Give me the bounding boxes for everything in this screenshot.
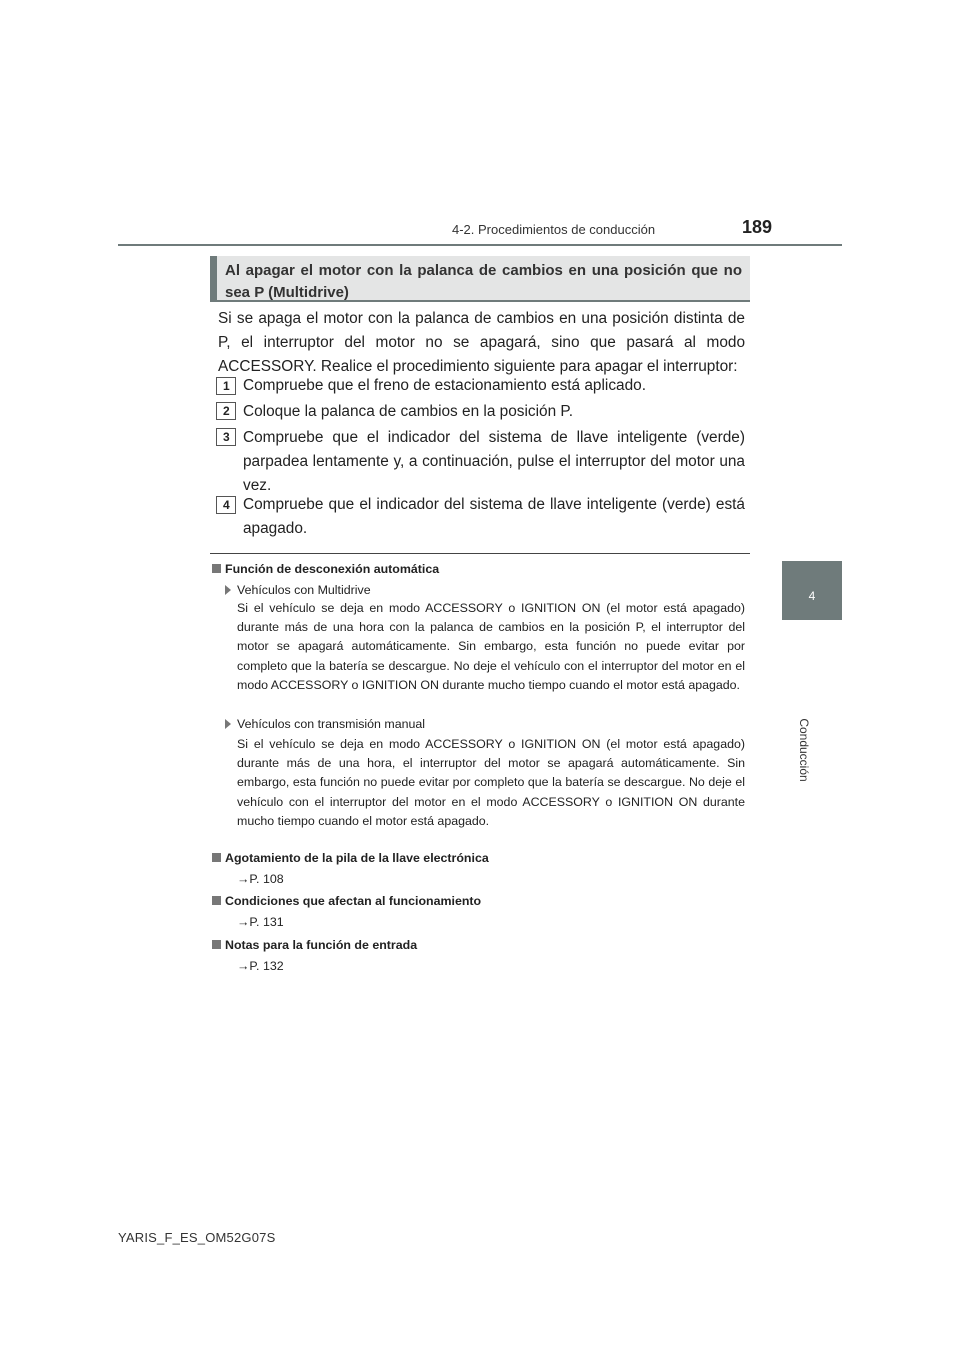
- page-reference-link[interactable]: →P. 132: [237, 959, 284, 973]
- square-bullet-icon: [212, 564, 221, 573]
- document-code: YARIS_F_ES_OM52G07S: [118, 1230, 276, 1245]
- step-number-box: 3: [216, 428, 236, 446]
- note-heading-battery: Agotamiento de la pila de la llave electrónica: [212, 851, 489, 865]
- square-bullet-icon: [212, 940, 221, 949]
- step-text: Compruebe que el freno de estacionamiento está aplicado.: [243, 377, 646, 394]
- section-title-box: [210, 256, 750, 302]
- step-text: Coloque la palanca de cambios en la posición P.: [243, 403, 573, 420]
- triangle-bullet-icon: [225, 585, 231, 595]
- header-divider: [118, 244, 842, 246]
- step-number-box: 2: [216, 402, 236, 420]
- triangle-bullet-icon: [225, 719, 231, 729]
- chapter-label: [796, 700, 812, 800]
- note-paragraph-multidrive: Si el vehículo se deja en modo ACCESSORY o IGNITION ON (el motor está apagado) durante más de una hora con la palanca de cambios en la posición P, el interruptor del motor se apagará automáticamente. Sin embargo, esta función no puede evitar por completo que la batería se descargue. No deje el vehículo con el interruptor del motor en el modo ACCESSORY o IGNITION ON durante mucho tiempo cuando el motor está apagado.: [237, 601, 745, 692]
- chapter-number: 4: [808, 589, 816, 603]
- note-heading-entry: Notas para la función de entrada: [212, 938, 417, 952]
- header-section-title: 4-2. Procedimientos de conducción: [452, 222, 656, 237]
- square-bullet-icon: [212, 853, 221, 862]
- sub-heading-multidrive: Vehículos con Multidrive: [225, 583, 371, 597]
- page-reference-link[interactable]: →P. 108: [237, 872, 284, 886]
- chapter-tab: [782, 561, 842, 620]
- step-number-box: 4: [216, 496, 236, 514]
- notes-divider: [210, 553, 750, 554]
- square-bullet-icon: [212, 896, 221, 905]
- step-number-box: 1: [216, 377, 236, 395]
- section-intro: Si se apaga el motor con la palanca de cambios en una posición distinta de P, el interruptor del motor no se apagará, sino que pasará al modo ACCESSORY. Realice el procedimiento siguiente para apagar el interruptor:: [218, 310, 745, 375]
- section-title: Al apagar el motor con la palanca de cambios en una posición que no sea P (Multidrive): [225, 262, 742, 301]
- chapter-name: Conducción: [797, 718, 811, 782]
- note-heading-auto-off: Función de desconexión automática: [212, 562, 439, 576]
- note-heading-conditions: Condiciones que afectan al funcionamiento: [212, 894, 481, 908]
- sub-heading-manual: Vehículos con transmisión manual: [225, 717, 425, 731]
- step-text: Compruebe que el indicador del sistema de llave inteligente (verde) parpadea lentamente y, a continuación, pulse el interruptor del motor una vez.: [243, 429, 745, 494]
- page-reference-link[interactable]: →P. 131: [237, 915, 284, 929]
- step-text: Compruebe que el indicador del sistema de llave inteligente (verde) está apagado.: [243, 496, 745, 537]
- page-number: 189: [742, 217, 773, 237]
- note-paragraph-manual: Si el vehículo se deja en modo ACCESSORY o IGNITION ON (el motor está apagado) durante más de una hora, el interruptor del motor se apagará automáticamente. Sin embargo, esta función no puede evitar por completo que la batería se descargue. No deje el vehículo con el interruptor del motor en el modo ACCESSORY o IGNITION ON durante mucho tiempo cuando el motor está apagado.: [237, 737, 745, 828]
